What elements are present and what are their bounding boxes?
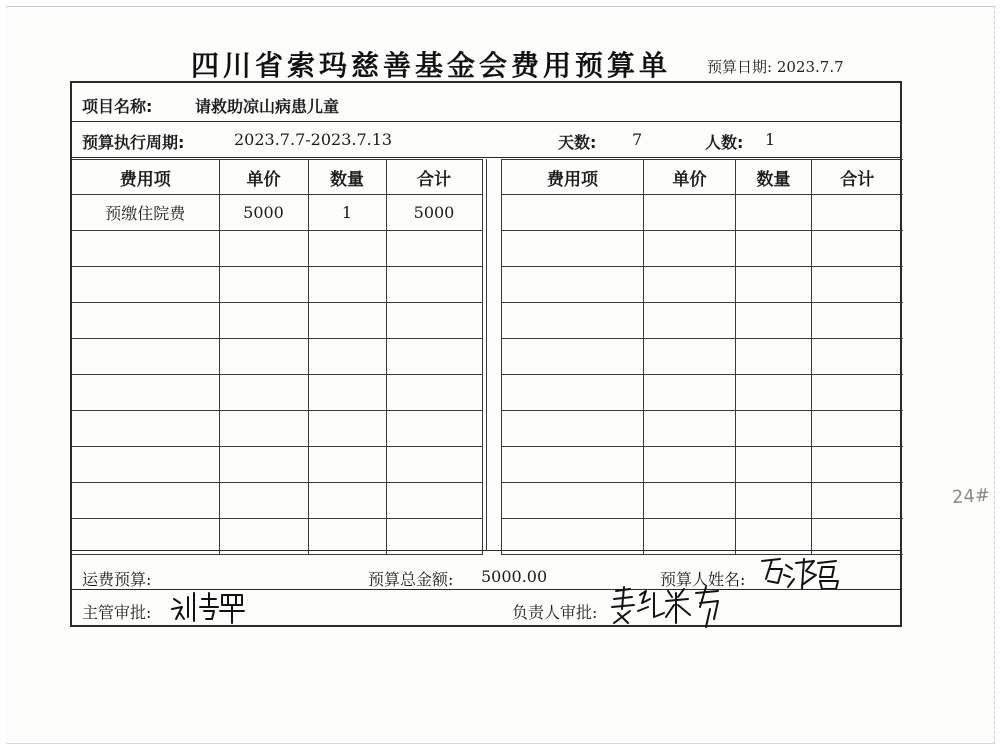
supervisor-signature (170, 587, 248, 625)
table-row (502, 267, 903, 303)
cell-unit-price: 5000 (219, 195, 308, 231)
header-item: 费用项 (72, 160, 219, 195)
cell-subtotal (386, 303, 482, 339)
cell-item (72, 483, 219, 519)
cell-quantity (736, 411, 812, 447)
cell-subtotal (812, 339, 903, 375)
table-row (502, 303, 903, 339)
header-subtotal: 合计 (812, 160, 903, 195)
preparer-signature (758, 553, 844, 593)
manager-label: 负责人审批: (512, 603, 598, 622)
cell-unit-price (219, 267, 308, 303)
cell-item (72, 447, 219, 483)
table-gap-line (482, 159, 483, 550)
table-row (72, 195, 482, 231)
cell-unit-price (644, 411, 736, 447)
table-gap-line (486, 159, 487, 550)
cell-subtotal (812, 231, 903, 267)
budget-date (707, 56, 844, 77)
table-row (72, 267, 482, 303)
table-row (72, 447, 482, 483)
people-label: 人数: (705, 133, 744, 152)
total-value: 5000.00 (481, 567, 548, 586)
cell-item (72, 303, 219, 339)
manager-signature (610, 583, 726, 629)
table-row (72, 375, 482, 411)
cell-quantity (736, 231, 812, 267)
cell-quantity (308, 447, 386, 483)
cell-unit-price (644, 483, 736, 519)
cell-subtotal: 5000 (386, 195, 482, 231)
cell-unit-price (219, 375, 308, 411)
project-label: 项目名称: (82, 97, 153, 116)
cell-item (502, 483, 644, 519)
cell-subtotal (812, 447, 903, 483)
table-row (502, 447, 903, 483)
table-row (502, 483, 903, 519)
cell-quantity (308, 267, 386, 303)
cell-item (502, 267, 644, 303)
period-label: 预算执行周期: (82, 133, 185, 152)
total-label: 预算总金额: (368, 570, 454, 589)
cell-quantity (308, 375, 386, 411)
cell-item (502, 303, 644, 339)
cell-quantity (736, 339, 812, 375)
cell-item (502, 195, 644, 231)
cell-unit-price (219, 411, 308, 447)
table-row (72, 231, 482, 267)
cell-subtotal (812, 195, 903, 231)
days-label: 天数: (558, 133, 597, 152)
cell-subtotal (386, 447, 482, 483)
cell-unit-price (219, 339, 308, 375)
header-row (502, 160, 903, 195)
cell-quantity (308, 231, 386, 267)
cell-item (502, 339, 644, 375)
cell-unit-price (644, 339, 736, 375)
supervisor-label: 主管审批: (82, 603, 152, 622)
cell-subtotal (812, 303, 903, 339)
divider (72, 157, 900, 158)
cell-item (72, 231, 219, 267)
cell-quantity (308, 303, 386, 339)
budget-form (70, 81, 902, 627)
header-subtotal: 合计 (386, 160, 482, 195)
cell-subtotal (812, 267, 903, 303)
cell-quantity (308, 411, 386, 447)
cell-quantity: 1 (308, 195, 386, 231)
cell-quantity (308, 339, 386, 375)
cell-quantity (736, 303, 812, 339)
budget-date-value: 2023.7.7 (776, 58, 844, 76)
cell-item (72, 375, 219, 411)
table-row (502, 195, 903, 231)
cell-subtotal (386, 375, 482, 411)
table-row (72, 411, 482, 447)
cell-subtotal (812, 375, 903, 411)
days-value: 7 (632, 130, 643, 149)
cell-subtotal (386, 231, 482, 267)
table-row (72, 483, 482, 519)
cell-item (72, 411, 219, 447)
cell-unit-price (644, 447, 736, 483)
cell-quantity (736, 267, 812, 303)
table-row (72, 303, 482, 339)
cell-item (502, 375, 644, 411)
budget-date-label: 预算日期: (707, 58, 773, 76)
header-unit-price: 单价 (644, 160, 736, 195)
cell-unit-price (644, 303, 736, 339)
cell-subtotal (386, 483, 482, 519)
cell-unit-price (219, 447, 308, 483)
cell-subtotal (386, 267, 482, 303)
cell-item: 预缴住院费 (72, 195, 219, 231)
cell-quantity (736, 195, 812, 231)
cell-unit-price (219, 303, 308, 339)
cell-quantity (736, 447, 812, 483)
cell-subtotal (386, 339, 482, 375)
preparer-label: 预算人姓名: (660, 570, 746, 589)
cost-table-left (72, 159, 483, 555)
freight-label: 运费预算: (82, 570, 152, 589)
table-row (502, 375, 903, 411)
project-name: 请救助凉山病患儿童 (195, 97, 340, 116)
cell-unit-price (219, 483, 308, 519)
form-title: 四川省索玛慈善基金会费用预算单 (190, 49, 671, 82)
cell-quantity (736, 483, 812, 519)
divider (72, 550, 900, 551)
divider (72, 121, 900, 122)
header-quantity: 数量 (736, 160, 812, 195)
cell-unit-price (644, 231, 736, 267)
cell-item (72, 267, 219, 303)
table-row (502, 231, 903, 267)
people-value: 1 (765, 130, 776, 149)
table-row (502, 411, 903, 447)
header-quantity: 数量 (308, 160, 386, 195)
cell-subtotal (812, 411, 903, 447)
cell-unit-price (644, 267, 736, 303)
cell-item (502, 447, 644, 483)
cell-item (502, 231, 644, 267)
cell-item (502, 411, 644, 447)
table-row (72, 339, 482, 375)
cost-table-right (501, 159, 903, 555)
header-item: 费用项 (502, 160, 644, 195)
period-value: 2023.7.7-2023.7.13 (234, 130, 393, 149)
cell-unit-price (644, 195, 736, 231)
header-row (72, 160, 482, 195)
cell-subtotal (812, 483, 903, 519)
cell-unit-price (644, 375, 736, 411)
cell-quantity (736, 375, 812, 411)
cell-item (72, 339, 219, 375)
header-unit-price: 单价 (219, 160, 308, 195)
table-row (502, 339, 903, 375)
cell-subtotal (386, 411, 482, 447)
cell-unit-price (219, 231, 308, 267)
cell-quantity (308, 483, 386, 519)
margin-note: 24# (951, 484, 991, 509)
